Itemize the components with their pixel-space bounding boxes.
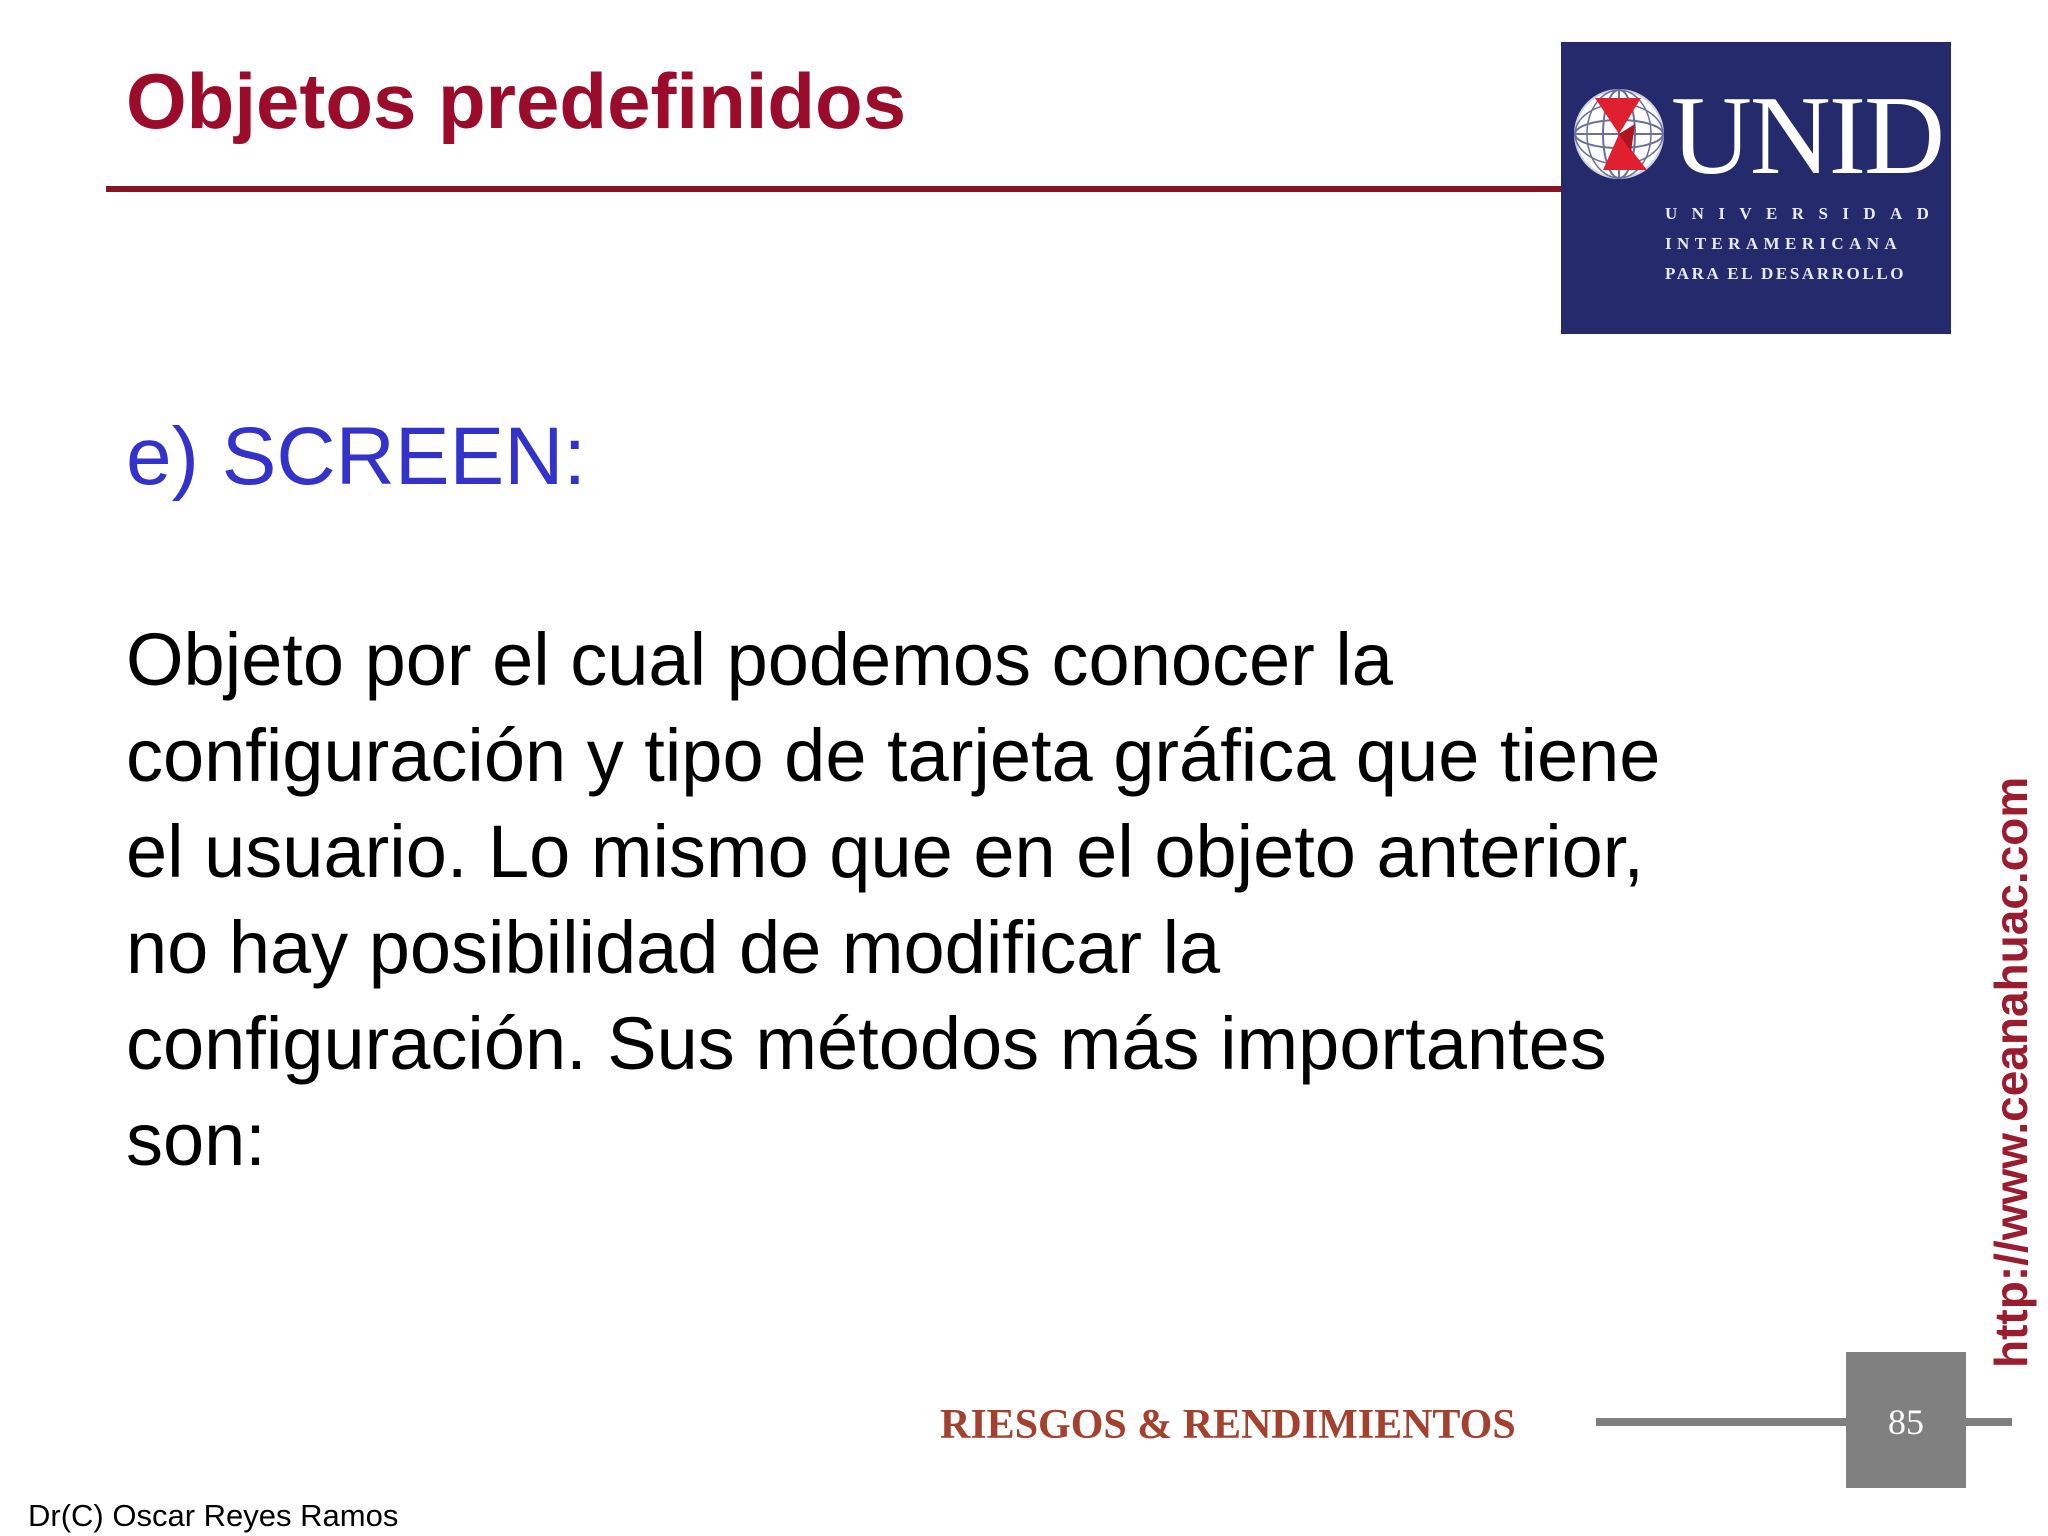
logo-line-interamericana: INTERAMERICANA — [1665, 234, 1903, 253]
author-credit: Dr(C) Oscar Reyes Ramos — [28, 1498, 399, 1533]
paragraph-line: no hay posibilidad de modificar la — [126, 906, 1221, 989]
title-divider — [106, 186, 1566, 192]
page-number: 85 — [1888, 1402, 1924, 1442]
university-logo — [1561, 42, 1951, 334]
paragraph-line: son: — [126, 1098, 266, 1181]
logo-line-universidad: UNIVERSIDAD — [1665, 204, 1944, 223]
website-url: http://www.ceanahuac.com — [1985, 776, 2037, 1368]
paragraph-line: el usuario. Lo mismo que en el objeto anterior, — [126, 810, 1644, 893]
slide-title: Objetos predefinidos — [126, 57, 907, 145]
footer-title: RIESGOS & RENDIMIENTOS — [940, 1402, 1516, 1448]
body-paragraph — [126, 612, 1826, 1188]
paragraph-line: configuración y tipo de tarjeta gráfica que tiene — [126, 714, 1661, 797]
section-heading: e) SCREEN: — [126, 411, 587, 502]
logo-line-desarrollo: PARA EL DESARROLLO — [1665, 264, 1907, 283]
globe-icon — [1561, 42, 1671, 202]
paragraph-line: configuración. Sus métodos más importantes — [126, 1002, 1607, 1085]
paragraph-line: Objeto por el cual podemos conocer la — [126, 618, 1393, 701]
logo-wordmark: UNID — [1671, 74, 1943, 198]
